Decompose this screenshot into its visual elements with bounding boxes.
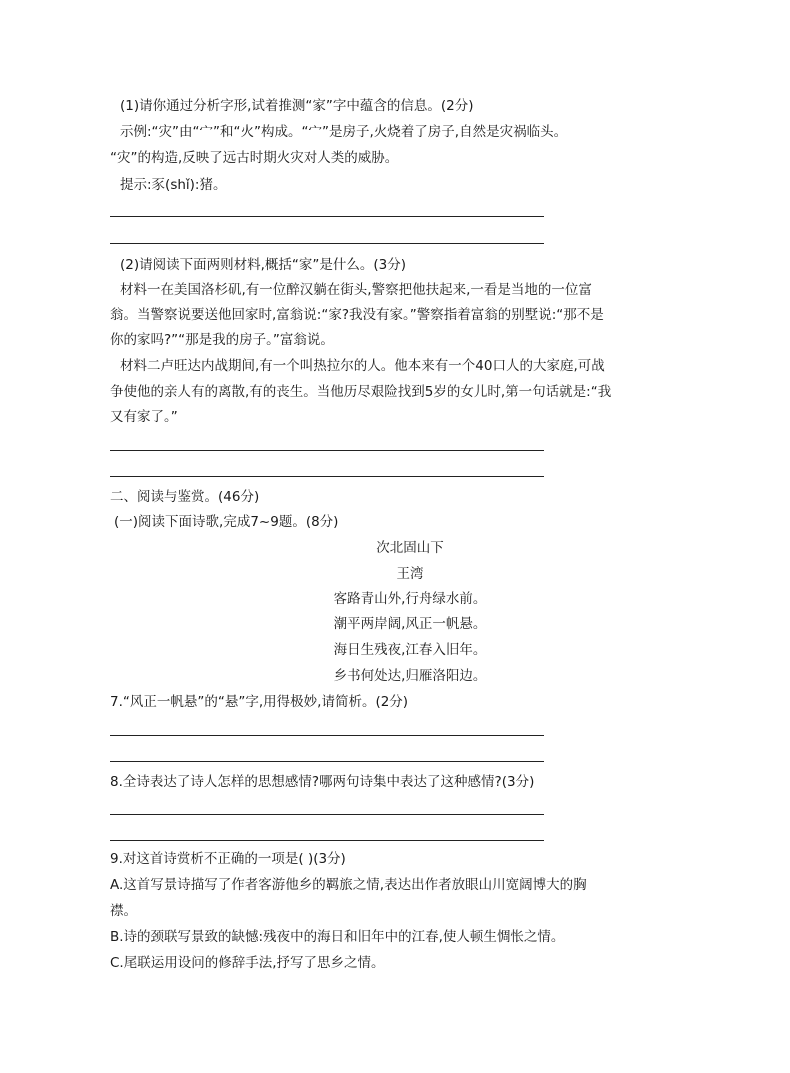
q1-question: (1)请你通过分析字形,试着推测“家”字中蕴含的信息。(2分) bbox=[120, 98, 474, 114]
q1-answer-line-2[interactable] bbox=[110, 243, 544, 244]
q9-option-a-line1[interactable]: A.这首写景诗描写了作者客游他乡的羁旅之情,表达出作者放眼山川宽阔博大的胸 bbox=[110, 877, 587, 893]
q2-answer-line-2[interactable] bbox=[110, 476, 544, 477]
poem-line-1: 客路青山外,行舟绿水前。 bbox=[333, 591, 487, 607]
section-heading: 二、阅读与鉴赏。(46分) bbox=[110, 489, 260, 505]
q9-option-b[interactable]: B.诗的颈联写景致的缺憾:残夜中的海日和旧年中的江春,使人顿生惆怅之情。 bbox=[110, 929, 565, 945]
q2-material2-line3: 又有家了。” bbox=[110, 409, 178, 425]
q2-material1-line2: 翁。当警察说要送他回家时,富翁说:“家?我没有家。”警察指着富翁的别墅说:“那不是 bbox=[110, 307, 604, 323]
q1-example-line2: “灾”的构造,反映了远古时期火灾对人类的威胁。 bbox=[110, 150, 399, 166]
poem-author: 王湾 bbox=[396, 566, 424, 582]
q8-answer-line-2[interactable] bbox=[110, 840, 544, 841]
poem-line-4: 乡书何处达,归雁洛阳边。 bbox=[333, 668, 487, 684]
q1-example-line1: 示例:“灾”由“宀”和“火”构成。“宀”是房子,火烧着了房子,自然是灾祸临头。 bbox=[120, 124, 568, 140]
q9-option-c[interactable]: C.尾联运用设问的修辞手法,抒写了思乡之情。 bbox=[110, 955, 385, 971]
q9-option-a-line2: 襟。 bbox=[110, 903, 137, 919]
q9-question: 9.对这首诗赏析不正确的一项是( )(3分) bbox=[110, 851, 346, 867]
q7-answer-line-2[interactable] bbox=[110, 761, 544, 762]
poem-line-2: 潮平两岸阔,风正一帆悬。 bbox=[333, 616, 487, 632]
q2-material2-line2: 争使他的亲人有的离散,有的丧生。当他历尽艰险找到5岁的女儿时,第一句话就是:“我 bbox=[110, 384, 612, 400]
q1-hint: 提示:豕(shǐ):猪。 bbox=[120, 177, 227, 193]
q8-question: 8.全诗表达了诗人怎样的思想感情?哪两句诗集中表达了这种感情?(3分) bbox=[110, 774, 535, 790]
q2-question: (2)请阅读下面两则材料,概括“家”是什么。(3分) bbox=[120, 257, 407, 273]
poem-line-3: 海日生残夜,江春入旧年。 bbox=[333, 642, 487, 658]
q2-answer-line-1[interactable] bbox=[110, 450, 544, 451]
q7-question: 7.“风正一帆悬”的“悬”字,用得极妙,请简析。(2分) bbox=[110, 694, 409, 710]
poem-title: 次北固山下 bbox=[376, 540, 444, 556]
q7-answer-line-1[interactable] bbox=[110, 735, 544, 736]
q2-material1-line3: 你的家吗?”“那是我的房子。”富翁说。 bbox=[110, 332, 334, 348]
section-subheading: (一)阅读下面诗歌,完成7~9题。(8分) bbox=[114, 514, 339, 530]
q8-answer-line-1[interactable] bbox=[110, 814, 544, 815]
q2-material2-line1: 材料二卢旺达内战期间,有一个叫热拉尔的人。他本来有一个40口人的大家庭,可战 bbox=[120, 358, 605, 374]
q1-answer-line-1[interactable] bbox=[110, 216, 544, 217]
q2-material1-line1: 材料一在美国洛杉矶,有一位醉汉躺在街头,警察把他扶起来,一看是当地的一位富 bbox=[120, 282, 592, 298]
